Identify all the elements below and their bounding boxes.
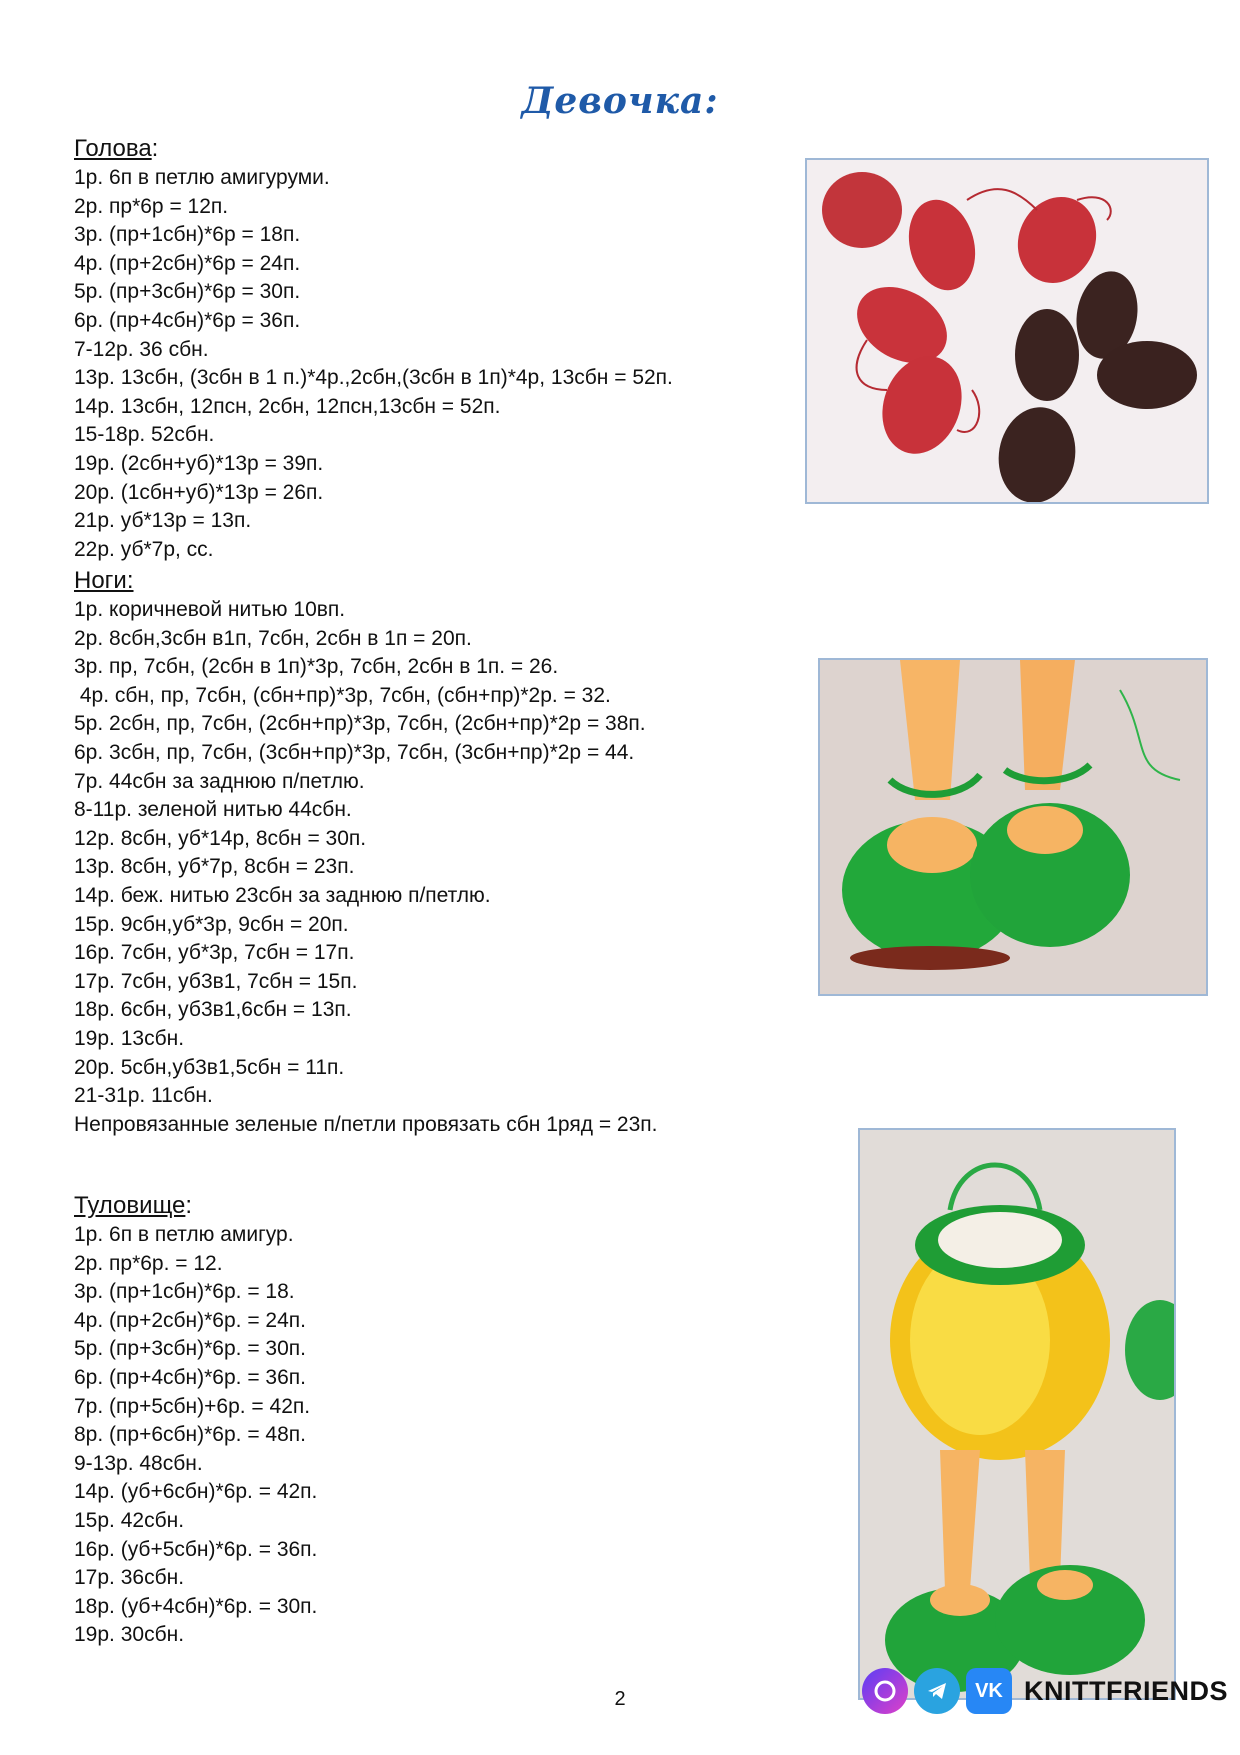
brand-footer [862,1668,1228,1714]
head-line: 19р. (2сбн+уб)*13р = 39п. [74,451,324,475]
telegram-icon[interactable] [914,1668,960,1714]
head-line: 21р. уб*13р = 13п. [74,509,252,533]
legs-line: 12р. 8сбн, уб*14р, 8сбн = 30п. [74,826,367,850]
head-line: 4р. (пр+2сбн)*6р = 24п. [74,251,301,275]
body-line: 17р. 36сбн. [74,1566,185,1590]
body-line: 5р. (пр+3сбн)*6р. = 30п. [74,1337,306,1361]
legs-line: 2р. 8сбн,3сбн в1п, 7сбн, 2сбн в 1п = 20п. [74,626,472,650]
body-line: 19р. 30сбн. [74,1623,185,1647]
legs-line: 7р. 44сбн за заднюю п/петлю. [74,769,365,793]
section-heading-legs: Ноги: [74,567,134,594]
section-legs [74,566,658,1139]
head-line: 20р. (1сбн+уб)*13р = 26п. [74,480,324,504]
body-line: 7р. (пр+5сбн)+6р. = 42п. [74,1394,311,1418]
legs-line: Непровязанные зеленые п/петли провязать сбн 1ряд = 23п. [74,1112,658,1136]
section-heading-body: Туловище: [74,1192,193,1219]
legs-line: 14р. беж. нитью 23сбн за заднюю п/петлю. [74,883,491,907]
body-line: 15р. 42сбн. [74,1508,185,1532]
head-line: 3р. (пр+1сбн)*6р = 18п. [74,223,301,247]
head-line: 13р. 13сбн, (3сбн в 1 п.)*4р.,2сбн,(3сбн в 1п)*4р, 13сбн = 52п. [74,366,673,390]
legs-line: 18р. 6сбн, уб3в1,6сбн = 13п. [74,998,352,1022]
max-messenger-icon[interactable] [862,1668,908,1714]
head-line: 2р. пр*6р = 12п. [74,194,229,218]
head-line: 1р. 6п в петлю амигуруми. [74,166,330,189]
legs-line: 1р. коричневой нитью 10вп. [74,598,346,621]
photo-body [858,1128,1176,1700]
legs-line: 6р. 3сбн, пр, 7сбн, (3сбн+пр)*3р, 7сбн, (3сбн+пр)*2р = 44. [74,740,635,764]
body-line: 14р. (уб+6сбн)*6р. = 42п. [74,1480,318,1504]
head-line: 6р. (пр+4сбн)*6р = 36п. [74,308,301,332]
body-line: 9-13р. 48сбн. [74,1451,203,1475]
legs-line: 15р. 9сбн,уб*3р, 9сбн = 20п. [74,912,349,936]
section-body [74,1191,317,1650]
head-line: 5р. (пр+3сбн)*6р = 30п. [74,280,301,304]
section-heading-head: Голова: [74,135,159,162]
body-line: 1р. 6п в петлю амигур. [74,1223,294,1246]
head-line: 22р. уб*7р, сс. [74,537,214,561]
body-line: 2р. пр*6р. = 12. [74,1251,223,1275]
head-line: 7-12р. 36 сбн. [74,337,209,361]
body-line: 3р. (пр+1сбн)*6р. = 18. [74,1280,295,1304]
photo-soles [805,158,1209,504]
head-line: 15-18р. 52сбн. [74,423,215,447]
legs-line: 8-11р. зеленой нитью 44сбн. [74,798,352,822]
photo-legs [818,658,1208,996]
legs-line: 13р. 8сбн, уб*7р, 8сбн = 23п. [74,855,355,879]
body-line: 16р. (уб+5сбн)*6р. = 36п. [74,1537,318,1561]
section-head [74,134,673,564]
body-instructions [74,1221,317,1650]
legs-line: 17р. 7сбн, уб3в1, 7сбн = 15п. [74,969,358,993]
body-line: 8р. (пр+6сбн)*6р. = 48п. [74,1423,306,1447]
head-instructions [74,164,673,564]
body-line: 18р. (уб+4сбн)*6р. = 30п. [74,1594,318,1618]
legs-line: 3р. пр, 7сбн, (2сбн в 1п)*3р, 7сбн, 2сбн в 1п. = 26. [74,655,559,679]
page-title: Девочка: [521,80,719,122]
page-number: 2 [614,1688,626,1710]
legs-line: 5р. 2сбн, пр, 7сбн, (2сбн+пр)*3р, 7сбн, (2сбн+пр)*2р = 38п. [74,712,646,736]
head-line: 14р. 13сбн, 12псн, 2сбн, 12псн,13сбн = 52п. [74,394,501,418]
legs-instructions [74,596,658,1139]
legs-line: 20р. 5сбн,уб3в1,5сбн = 11п. [74,1055,345,1079]
legs-line: 4р. сбн, пр, 7сбн, (сбн+пр)*3р, 7сбн, (сбн+пр)*2р. = 32. [74,683,611,707]
legs-line: 16р. 7сбн, уб*3р, 7сбн = 17п. [74,941,355,965]
brand-name: KNITTFRIENDS [1024,1675,1228,1706]
body-line: 4р. (пр+2сбн)*6р. = 24п. [74,1308,306,1332]
legs-line: 19р. 13сбн. [74,1026,185,1050]
body-line: 6р. (пр+4сбн)*6р. = 36п. [74,1365,306,1389]
legs-line: 21-31р. 11сбн. [74,1084,213,1108]
vk-icon[interactable]: VK [966,1668,1012,1714]
